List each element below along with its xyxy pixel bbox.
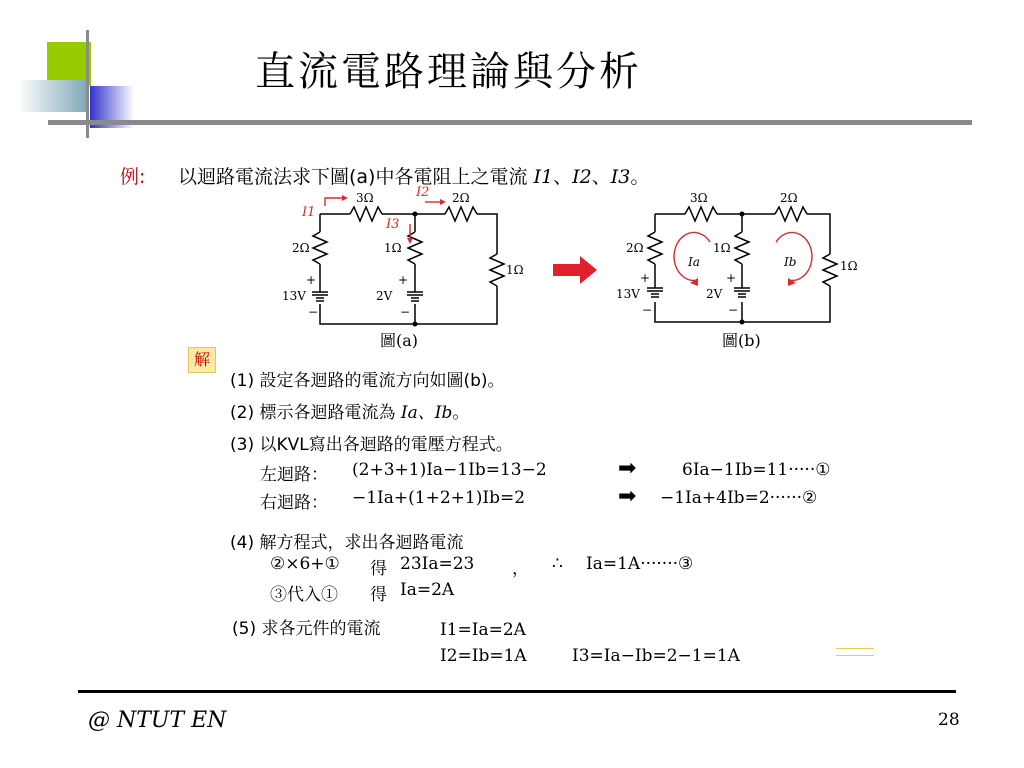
current-i2: I2	[572, 166, 592, 188]
label-r1-right-a: 1Ω	[506, 263, 524, 277]
right-arrow-icon: ➡	[618, 456, 637, 481]
label-i3: I3	[386, 217, 400, 232]
solution-badge: 解	[188, 347, 216, 373]
result-i3: I3=Ia−Ib=2−1=1A	[572, 646, 740, 666]
label-13v-b: 13V	[616, 287, 640, 301]
label-ia: Ia	[688, 255, 700, 269]
step4b-equation: Ia=2A	[400, 580, 455, 600]
example-body: 以迴路電流法求下圖(a)中各電阻上之電流	[178, 166, 528, 188]
header-rule	[150, 120, 972, 125]
left-loop-result: 6Ia−1Ib=11·····①	[682, 460, 831, 480]
decorative-lines	[836, 648, 874, 656]
svg-text:+: +	[398, 273, 409, 287]
example-text: 以迴路電流法求下圖(a)中各電阻上之電流 I1、I2、I3。	[178, 166, 650, 188]
svg-text:−: −	[308, 305, 319, 319]
label-r1-mid-a: 1Ω	[384, 241, 402, 255]
step4b-expression: ③代入①	[270, 585, 338, 605]
right-loop-label: 右迴路：	[260, 493, 328, 513]
step-3: (3) 以KVL寫出各迴路的電壓方程式。	[230, 435, 513, 455]
step-4: (4) 解方程式，求出各迴路電流	[230, 533, 464, 553]
right-loop-equation: −1Ia+(1+2+1)Ib=2	[352, 488, 526, 508]
svg-text:−: −	[400, 305, 411, 319]
step-1: (1) 設定各迴路的電流方向如圖(b)。	[230, 371, 505, 391]
footer-text: @ NTUT EN	[88, 708, 227, 733]
step-5: (5) 求各元件的電流	[232, 619, 381, 639]
step4a-equation: 23Ia=23	[400, 554, 475, 574]
step-2: (2) 標示各迴路電流為 Ia、Ib。	[230, 403, 470, 423]
result-i1: I1=Ia=2A	[440, 620, 526, 640]
step4b-de: 得	[370, 585, 387, 605]
label-2v-b: 2V	[706, 287, 723, 301]
current-i1: I1	[533, 166, 554, 188]
svg-text:+: +	[306, 273, 317, 287]
step4a-comma: ，	[512, 559, 529, 579]
step4a-de: 得	[370, 559, 387, 579]
logo-decoration	[0, 0, 150, 140]
right-loop-result: −1Ia+4Ib=2······②	[660, 488, 818, 508]
label-i1: I1	[302, 205, 316, 220]
svg-text:+: +	[640, 271, 651, 285]
label-2v-a: 2V	[376, 289, 393, 303]
right-arrow-icon: ➡	[618, 484, 637, 509]
caption-b: 圖(b)	[722, 331, 761, 350]
caption-a: 圖(a)	[380, 331, 419, 350]
example-label: 例:	[120, 166, 146, 188]
label-r3-b: 3Ω	[690, 191, 708, 205]
svg-text:+: +	[726, 271, 737, 285]
label-r2-b: 2Ω	[780, 191, 798, 205]
circuit-figures	[270, 182, 870, 354]
left-loop-label: 左迴路：	[260, 465, 328, 485]
label-r2-left-b: 2Ω	[626, 241, 644, 255]
step4a-expression: ②×6+①	[270, 554, 340, 574]
left-loop-equation: (2+3+1)Ia−1Ib=13−2	[352, 460, 547, 480]
label-r3-a: 3Ω	[356, 191, 374, 205]
label-r1-right-b: 1Ω	[840, 259, 858, 273]
label-r2-a: 2Ω	[452, 191, 470, 205]
label-i2: I2	[416, 185, 430, 200]
current-i3: I3	[610, 166, 631, 188]
label-13v-a: 13V	[282, 289, 306, 303]
page-number: 28	[938, 710, 960, 730]
footer-rule	[78, 690, 956, 693]
step4a-result: Ia=1A·······③	[586, 554, 694, 574]
label-r1-mid-b: 1Ω	[713, 241, 731, 255]
svg-text:−: −	[642, 303, 653, 317]
svg-text:−: −	[728, 303, 739, 317]
label-ib: Ib	[784, 255, 797, 269]
therefore-symbol: ∴	[552, 554, 563, 574]
page-title: 直流電路理論與分析	[255, 49, 642, 95]
result-i2: I2=Ib=1A	[440, 646, 527, 666]
label-r2-left-a: 2Ω	[292, 241, 310, 255]
